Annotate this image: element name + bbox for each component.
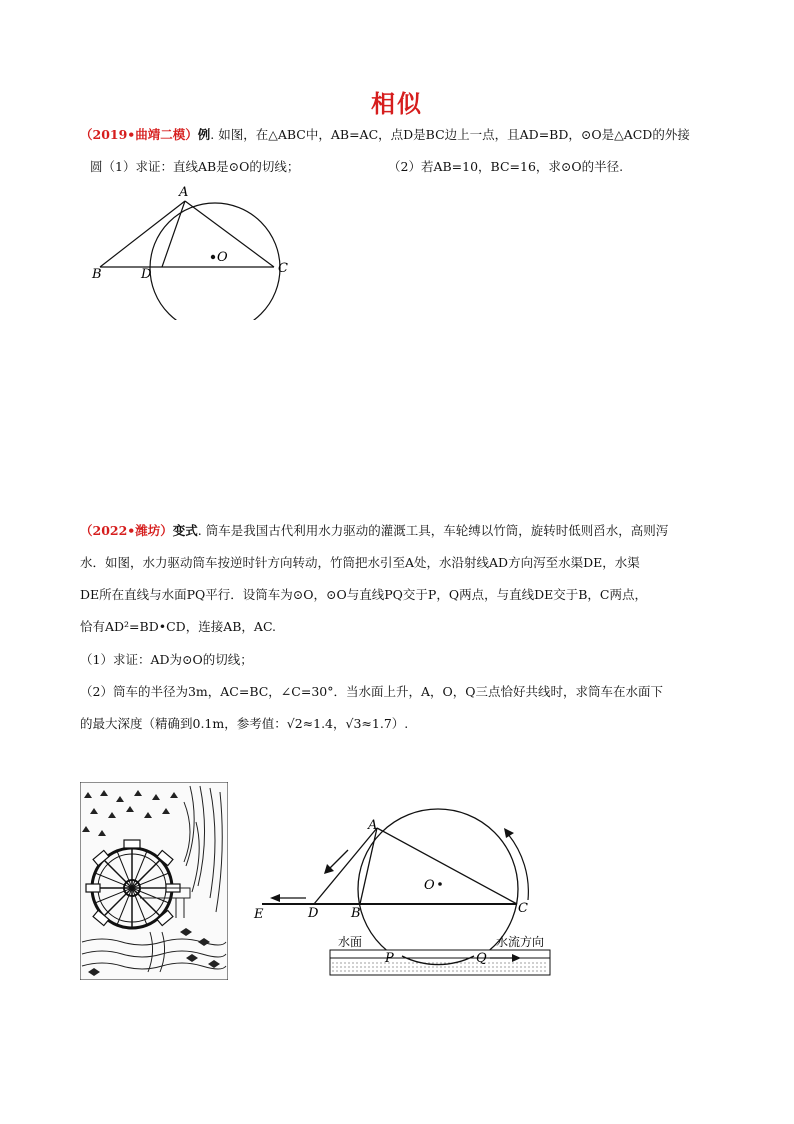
fig2-line-ad xyxy=(314,828,377,904)
fig1-circle xyxy=(150,203,280,320)
fig2-water-surface-label: 水面 xyxy=(338,935,363,949)
figure1-circle-triangle xyxy=(80,180,320,320)
problem1-source: （2019•曲靖二模） xyxy=(80,127,198,142)
problem1-text-1: . 如图，在△ABC中，AB=AC，点D是BC边上一点，且AD=BD，⊙O是△ACD的外接 xyxy=(210,127,690,142)
problem1-line2a: 圆（1）求证：直线AB是⊙O的切线； xyxy=(90,159,300,174)
fig1-label-a: A xyxy=(179,185,189,200)
problem2-line1 xyxy=(80,522,668,540)
fig2-label-o: O xyxy=(424,878,435,893)
waterwheel-illustration xyxy=(80,782,228,980)
problem1-line1 xyxy=(80,126,690,144)
fig1-label-o: O xyxy=(217,250,228,265)
problem2-line3: DE所在直线与水面PQ平行．设筒车为⊙O，⊙O与直线PQ交于P，Q两点，与直线DE交于B，C两点， xyxy=(80,587,647,602)
fig2-label-d: D xyxy=(308,906,319,921)
problem2-question2-cont: 的最大深度（精确到0.1m，参考值：√2≈1.4，√3≈1.7）. xyxy=(80,716,409,731)
fig1-label-b: B xyxy=(92,267,102,282)
fig2-label-b: B xyxy=(351,906,361,921)
fig1-label-c: C xyxy=(278,261,288,276)
problem2-question1: （1）求证：AD为⊙O的切线； xyxy=(80,652,253,667)
fig2-line-ab xyxy=(360,828,377,904)
problem2-source: （2022•潍坊） xyxy=(80,523,173,538)
fig2-label-p: P xyxy=(385,951,394,966)
fig2-label-e: E xyxy=(254,907,264,922)
fig2-center-dot xyxy=(438,882,442,886)
fig2-label-c: C xyxy=(518,901,528,916)
problem2-text-1: . 筒车是我国古代利用水力驱动的灌溉工具，车轮缚以竹筒，旋转时低则舀水，高则泻 xyxy=(197,523,669,538)
problem2-question2: （2）筒车的半径为3m，AC=BC，∠C=30°．当水面上升，A，O，Q三点恰好共线时，求筒车在水面下 xyxy=(80,684,663,699)
fig2-arrowhead-e xyxy=(270,894,280,902)
fig2-label-q: Q xyxy=(476,951,487,966)
fig2-label-a: A xyxy=(368,818,378,833)
fig1-line-ad xyxy=(162,201,185,267)
problem1-keyword: 例 xyxy=(197,127,211,142)
fig2-rotation-arrowhead xyxy=(504,828,514,838)
fig1-line-ab xyxy=(100,201,185,267)
fig1-label-d: D xyxy=(141,267,152,282)
fig2-line-ac xyxy=(377,828,517,904)
fig1-center-dot xyxy=(211,255,215,259)
page-title: 相似 xyxy=(371,90,423,118)
problem1-line2b: （2）若AB=10，BC=16，求⊙O的半径. xyxy=(388,159,624,174)
problem2-line2: 水．如图，水力驱动筒车按逆时针方向转动，竹筒把水引至A处，水沿射线AD方向泻至水渠DE，水渠 xyxy=(80,555,640,570)
problem2-keyword: 变式 xyxy=(172,523,198,538)
fig2-circle xyxy=(358,809,518,969)
fig1-line-ac xyxy=(185,201,274,267)
fig2-flow-direction-label: 水流方向 xyxy=(496,935,545,949)
problem2-line4: 恰有AD²=BD•CD，连接AB，AC. xyxy=(80,619,277,634)
figure2-waterwheel-diagram xyxy=(240,800,570,985)
